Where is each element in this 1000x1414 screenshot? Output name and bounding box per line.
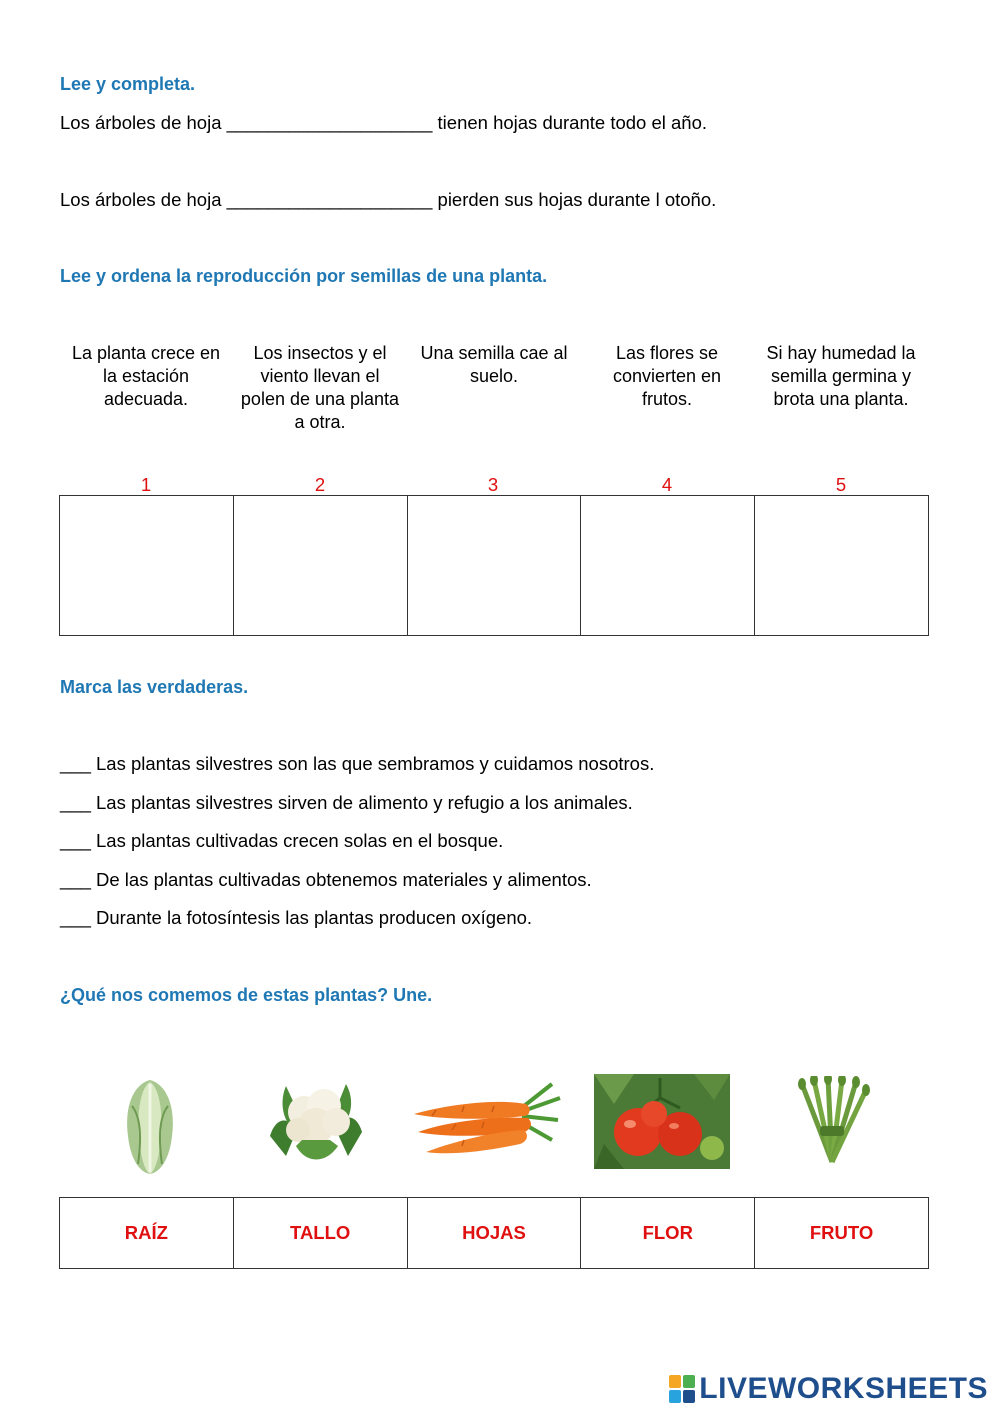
asparagus-image[interactable] (792, 1076, 872, 1168)
statement-2[interactable]: ___ Las plantas silvestres sirven de alimento y refugio a los animales. (60, 792, 633, 813)
step-card-4: Las flores se convierten en frutos. (612, 343, 722, 409)
part-cell-stem[interactable]: TALLO (233, 1198, 407, 1269)
step-card-2: Los insectos y el viento llevan el polen de una planta a otra. (240, 343, 400, 432)
order-drop-slot-4[interactable] (581, 496, 755, 636)
order-answer-table (59, 495, 929, 636)
part-cell-flower[interactable]: FLOR (581, 1198, 755, 1269)
heading-order: Lee y ordena la reproducción por semillas de una planta. (60, 266, 548, 286)
plant-parts-table (59, 1197, 929, 1269)
statement-3[interactable]: ___ Las plantas cultivadas crecen solas en el bosque. (60, 830, 504, 851)
part-cell-root[interactable]: RAÍZ (60, 1198, 234, 1269)
carrots-image[interactable] (412, 1076, 562, 1168)
fill-blank-evergreen: Los árboles de hoja ____________________ tienen hojas durante todo el año. (60, 112, 708, 133)
heading-complete: Lee y completa. (60, 74, 196, 94)
statement-4[interactable]: ___ De las plantas cultivadas obtenemos materiales y alimentos. (60, 869, 592, 890)
cauliflower-image[interactable] (266, 1076, 366, 1168)
heading-true-false: Marca las verdaderas. (60, 677, 249, 697)
order-number-1: 1 (140, 474, 152, 495)
order-number-3: 3 (487, 474, 499, 495)
tomatoes-image[interactable] (594, 1074, 730, 1169)
order-drop-slot-2[interactable] (233, 496, 407, 636)
heading-match: ¿Qué nos comemos de estas plantas? Une. (60, 985, 433, 1005)
liveworksheets-logo-text: LIVEWORKSHEETS (699, 1372, 988, 1405)
liveworksheets-logo (669, 1372, 988, 1406)
part-cell-leaves[interactable]: HOJAS (407, 1198, 581, 1269)
order-drop-slot-3[interactable] (407, 496, 581, 636)
step-card-1: La planta crece en la estación adecuada. (71, 343, 221, 409)
step-card-3: Una semilla cae al suelo. (420, 343, 568, 386)
step-card-5: Si hay humedad la semilla germina y brota una planta. (766, 343, 916, 409)
liveworksheets-logo-icon (669, 1375, 695, 1403)
order-number-5: 5 (835, 474, 847, 495)
statement-1[interactable]: ___ Las plantas silvestres son las que sembramos y cuidamos nosotros. (60, 753, 655, 774)
statement-5[interactable]: ___ Durante la fotosíntesis las plantas producen oxígeno. (60, 907, 533, 928)
order-number-4: 4 (661, 474, 673, 495)
fill-blank-deciduous: Los árboles de hoja ____________________ pierden sus hojas durante l otoño. (60, 189, 717, 210)
part-cell-fruit[interactable]: FRUTO (755, 1198, 929, 1269)
order-drop-slot-1[interactable] (60, 496, 234, 636)
order-drop-slot-5[interactable] (755, 496, 929, 636)
order-number-2: 2 (314, 474, 326, 495)
lettuce-image[interactable] (120, 1076, 180, 1176)
